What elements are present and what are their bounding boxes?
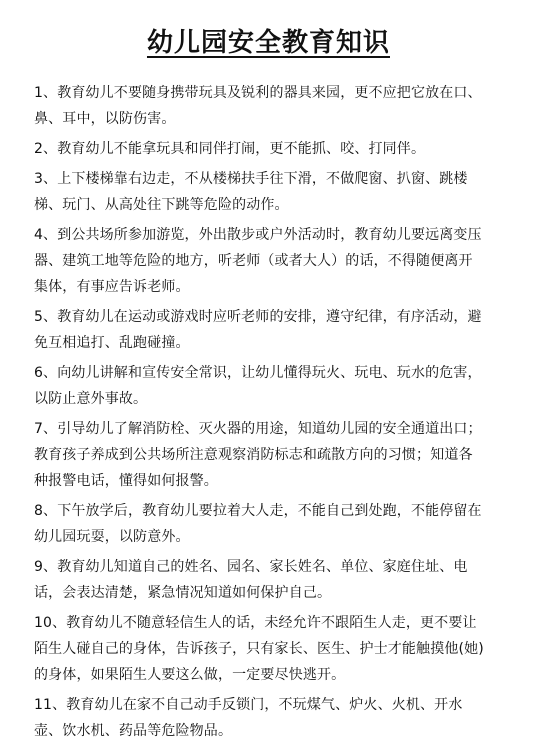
rule-item-2: 2、教育幼儿不能拿玩具和同伴打闹，更不能抓、咬、打同伴。 <box>34 141 426 157</box>
rule-item-9: 9、教育幼儿知道自己的姓名、园名、家长姓名、单位、家庭住址、电话，会表达清楚，紧急情况知道如何保护自己。 <box>34 559 468 601</box>
rule-item-10: 10、教育幼儿不随意轻信生人的话，未经允许不跟陌生人走，更不要让陌生人碰自己的身体，告诉孩子，只有家长、医生、护士才能触摸他(她)的身体，如果陌生人要这么做，一定要尽快逃开。 <box>34 615 484 683</box>
rule-item-11: 11、教育幼儿在家不自己动手反锁门，不玩煤气、炉火、火机、开水壶、饮水机、药品等危险物品。 <box>34 697 463 739</box>
rule-item-3: 3、上下楼梯靠右边走，不从楼梯扶手往下滑，不做爬窗、扒窗、跳楼梯、玩门、从高处往下跳等危险的动作。 <box>34 171 468 213</box>
rule-item-1: 1、教育幼儿不要随身携带玩具及锐利的器具来园，更不应把它放在口、鼻、耳中，以防伤害。 <box>34 85 482 127</box>
rule-item-8: 8、下午放学后，教育幼儿要拉着大人走，不能自己到处跑，不能停留在幼儿园玩耍，以防意外。 <box>34 503 482 545</box>
rule-item-6: 6、向幼儿讲解和宣传安全常识，让幼儿懂得玩火、玩电、玩水的危害，以防止意外事故。 <box>34 365 482 407</box>
rule-item-4: 4、到公共场所参加游览，外出散步或户外活动时，教育幼儿要远离变压器、建筑工地等危险的地方，听老师（或者大人）的话，不得随便离开集体，有事应告诉老师。 <box>34 227 482 295</box>
rule-item-5: 5、教育幼儿在运动或游戏时应听老师的安排，遵守纪律，有序活动，避免互相追打、乱跑碰撞。 <box>34 309 482 351</box>
document-title: 幼儿园安全教育知识 <box>146 28 390 58</box>
safety-rules-list <box>34 80 486 748</box>
rule-item-7: 7、引导幼儿了解消防栓、灭火器的用途，知道幼儿园的安全通道出口；教育孩子养成到公共场所注意观察消防标志和疏散方向的习惯；知道各种报警电话，懂得如何报警。 <box>34 421 482 489</box>
